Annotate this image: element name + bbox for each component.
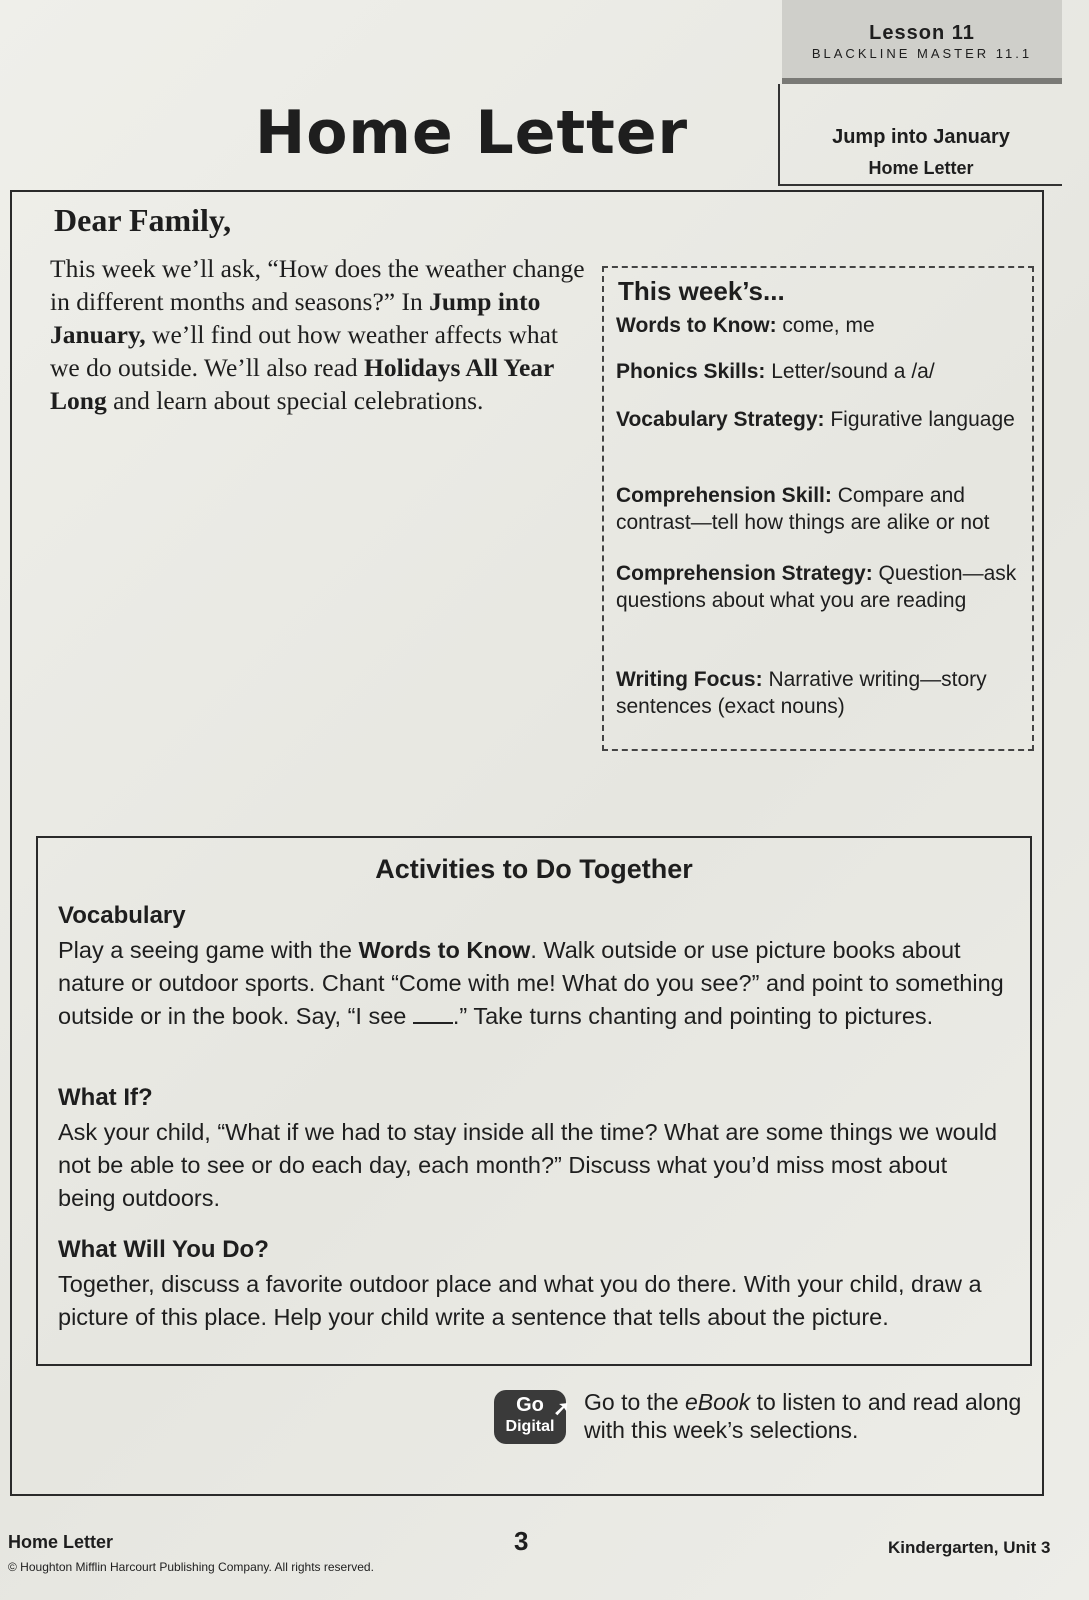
activities-title: Activities to Do Together xyxy=(375,854,693,884)
this-week-title: This week’s... xyxy=(618,276,785,306)
week-item-phonics xyxy=(616,358,1021,385)
go-digital-line1: Go xyxy=(516,1394,544,1416)
week-item-label: Comprehension Skill: xyxy=(616,484,832,507)
week-item-label: Comprehension Strategy: xyxy=(616,562,873,585)
what-if-heading: What If? xyxy=(58,1084,153,1111)
go-digital-text xyxy=(584,1388,1024,1444)
week-item-label: Words to Know: xyxy=(616,314,777,337)
week-item-writing xyxy=(616,666,1021,720)
lesson-info-box xyxy=(778,84,1062,186)
week-item-label: Writing Focus: xyxy=(616,668,763,691)
intro-text-1: This week we’ll ask, “How does the weather change in different months and seasons?” In xyxy=(50,254,585,316)
week-item-text: Narrative writing—story sentences (exact nouns) xyxy=(616,668,987,718)
what-will-you-do-text: Together, discuss a favorite outdoor place and what you do there. With your child, draw a picture of this place. Help your child write a sentence that tells about the picture. xyxy=(58,1271,982,1330)
vocab-text-1: Play a seeing game with the xyxy=(58,937,359,963)
vocab-text-2: . Walk outside or use picture books about nature or outdoor sports. Chant “Come with me! What do you see?” and point to something outside or in the book. Say, “I see xyxy=(58,937,1004,1029)
this-week-box xyxy=(602,266,1034,751)
activities-box xyxy=(36,836,1032,1366)
vocab-bold: Words to Know xyxy=(358,937,531,963)
week-item-vocab-strategy xyxy=(616,406,1021,433)
week-item-text: Figurative language xyxy=(824,408,1015,431)
vocab-text-3: .” Take turns chanting and pointing to pictures. xyxy=(452,1003,934,1029)
lesson-tab xyxy=(782,0,1062,84)
what-if-text: Ask your child, “What if we had to stay inside all the time? What are some things we would not be able to see or do each day, each month?” Discuss what you’d miss most about being outdoors. xyxy=(58,1119,998,1211)
intro-bold-story: Jump into January, xyxy=(50,287,541,349)
week-item-text: Compare and contrast—tell how things are alike or not xyxy=(616,484,990,534)
week-item-text: come, me xyxy=(776,314,875,337)
week-item-text: Letter/sound a /a/ xyxy=(765,360,935,383)
cursor-icon: ➚ xyxy=(553,1398,570,1420)
footer-unit: Kindergarten, Unit 3 xyxy=(888,1538,1051,1557)
story-title: Jump into January xyxy=(832,126,1010,148)
intro-paragraph xyxy=(50,252,590,417)
go-digital-line2: Digital xyxy=(505,1418,555,1435)
ebook-italic: eBook xyxy=(685,1389,751,1415)
fill-in-blank xyxy=(413,1004,453,1024)
week-item-label: Phonics Skills: xyxy=(616,360,766,383)
page-title: Home Letter xyxy=(255,98,689,168)
digital-text-2: to listen to and read along with this week’s selections. xyxy=(584,1389,1022,1443)
greeting: Dear Family, xyxy=(54,202,232,238)
intro-text-2: we’ll find out how weather affects what we do outside. We’ll also read xyxy=(50,320,559,382)
vocabulary-text xyxy=(58,934,1008,1033)
week-item-words xyxy=(616,312,1021,339)
vocabulary-heading: Vocabulary xyxy=(58,902,186,929)
footer-doc-type: Home Letter xyxy=(8,1532,114,1552)
digital-text-1: Go to the xyxy=(584,1389,686,1415)
week-item-text: Question—ask questions about what you are reading xyxy=(616,562,1017,612)
what-will-you-do-heading: What Will You Do? xyxy=(58,1236,269,1263)
footer-copyright: © Houghton Mifflin Harcourt Publishing Company. All rights reserved. xyxy=(8,1560,374,1574)
intro-text-3: and learn about special celebrations. xyxy=(106,386,484,415)
week-item-comp-strategy xyxy=(616,560,1021,614)
blackline-master-label: BLACKLINE MASTER 11.1 xyxy=(811,46,1033,61)
page-number: 3 xyxy=(514,1526,529,1556)
go-digital-badge xyxy=(494,1390,570,1444)
week-item-comp-skill xyxy=(616,482,1021,536)
document-type: Home Letter xyxy=(868,158,974,178)
lesson-number: Lesson 11 xyxy=(869,22,975,44)
week-item-label: Vocabulary Strategy: xyxy=(616,408,825,431)
intro-bold-selection: Holidays All Year Long xyxy=(50,353,554,415)
